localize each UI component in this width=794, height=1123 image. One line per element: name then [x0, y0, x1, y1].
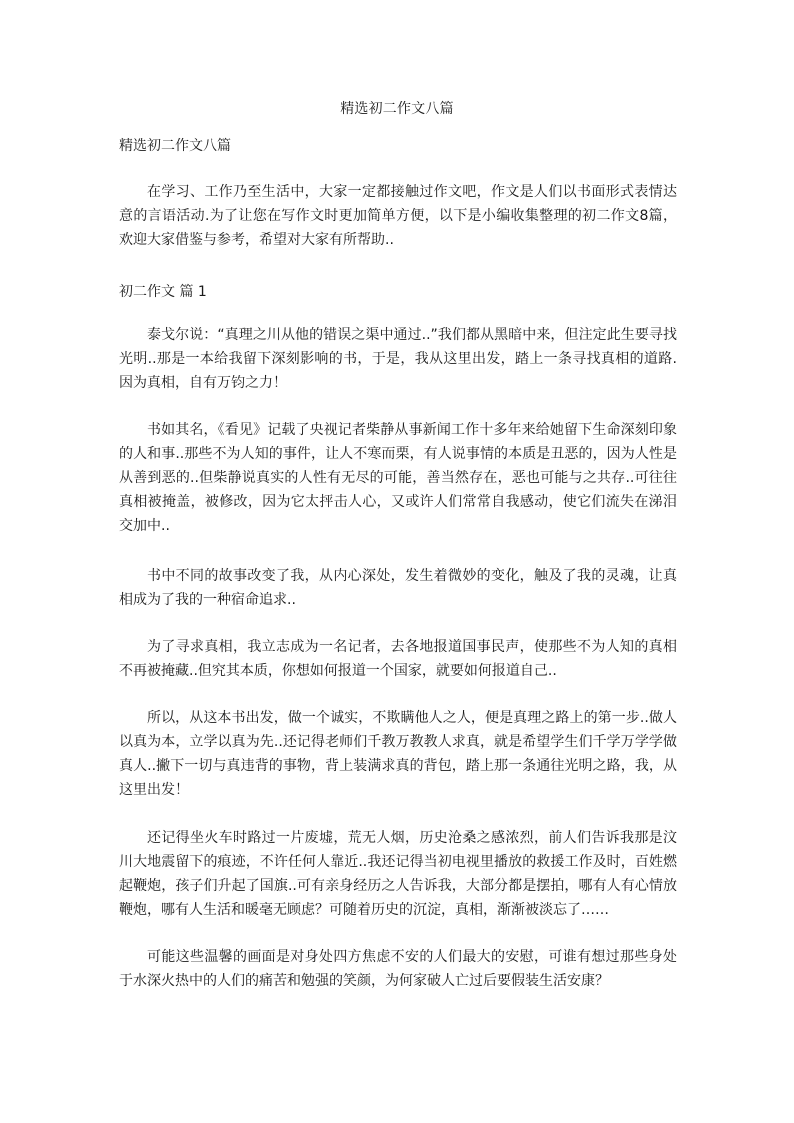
body-paragraph-7: 可能这些温馨的画面是对身处四方焦虑不安的人们最大的安慰，可谁有想过那些身处于水深火热中的人们的痛苦和勉强的笑颜，为何家破人亡过后要假装生活安康？: [119, 949, 677, 989]
body-paragraph-5: 所以，从这本书出发，做一个诚实，不欺瞒他人之人，便是真理之路上的第一步..做人以真为本，立学以真为先..还记得老师们千教万教教人求真，就是希望学生们千学万学学做真人..撇下一切与真违背的事物，背上装满求真的背包，踏上那一条通往光明之路，我，从这里出发！: [119, 710, 677, 798]
body-paragraph-4: 为了寻求真相，我立志成为一名记者，去各地报道国事民声，使那些不为人知的真相不再被掩藏..但究其本质，你想如何报道一个国家，就要如何报道自己..: [119, 639, 677, 679]
body-paragraph-6: 还记得坐火车时路过一片废墟，荒无人烟，历史沧桑之感浓烈，前人们告诉我那是汶川大地震留下的痕迹，不许任何人靠近..我还记得当初电视里播放的救援工作及时，百姓燃起鞭炮，孩子们升起了国旗..可有亲身经历之人告诉我，大部分都是摆拍，哪有人有心情放鞭炮，哪有人生活和暖毫无顾虑？可随着历史的沉淀，真相，渐渐被淡忘了……: [119, 830, 677, 918]
document-title: 精选初二作文八篇: [340, 101, 454, 117]
document-subtitle: 精选初二作文八篇: [119, 138, 231, 154]
body-paragraph-1: 泰戈尔说：“真理之川从他的错误之渠中通过..”我们都从黑暗中来，但注定此生要寻找光明..那是一本给我留下深刻影响的书，于是，我从这里出发，踏上一条寻找真相的道路.因为真相，自有万钧之力！: [119, 327, 677, 391]
body-paragraph-3: 书中不同的故事改变了我，从内心深处，发生着微妙的变化，触及了我的灵魂，让真相成为了我的一种宿命追求..: [119, 568, 677, 608]
section-heading: 初二作文 篇 1: [119, 284, 207, 300]
body-paragraph-2: 书如其名，《看见》记载了央视记者柴静从事新闻工作十多年来给她留下生命深刻印象的人和事..那些不为人知的事件，让人不寒而栗，有人说事情的本质是丑恶的，因为人性是从善到恶的..但柴静说真实的人性有无尽的可能，善当然存在，恶也可能与之共存..可往往真相被掩盖，被修改，因为它太抨击人心，又或许人们常常自我感动，使它们流失在涕泪交加中..: [119, 422, 677, 534]
intro-paragraph: 在学习、工作乃至生活中，大家一定都接触过作文吧，作文是人们以书面形式表情达意的言语活动.为了让您在写作文时更加简单方便，以下是小编收集整理的初二作文8篇，欢迎大家借鉴与参考，希望对大家有所帮助..: [119, 184, 677, 248]
